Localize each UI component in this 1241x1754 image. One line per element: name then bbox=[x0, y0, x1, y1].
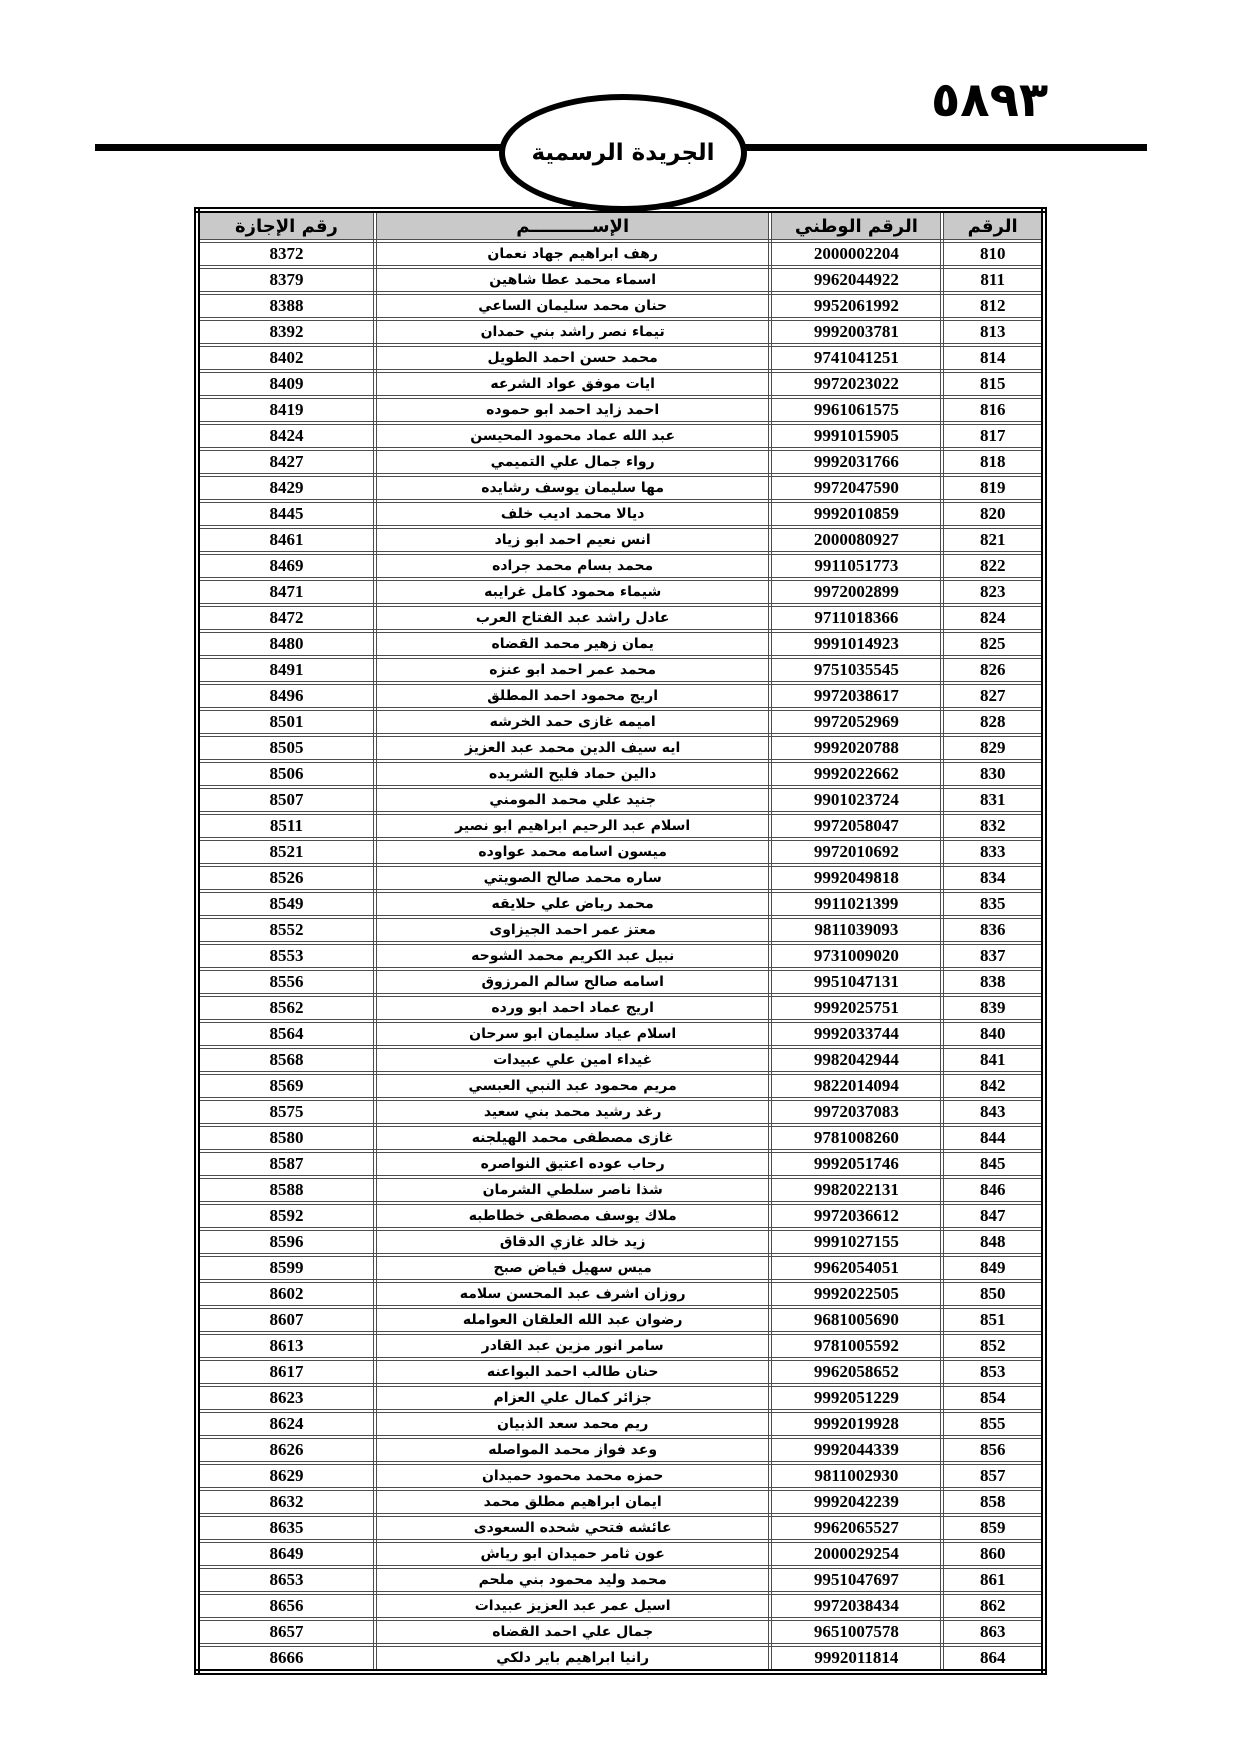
cell-index: 810 bbox=[942, 241, 1044, 267]
cell-license: 8613 bbox=[197, 1333, 375, 1359]
cell-name: ايمان ابراهيم مطلق محمد bbox=[375, 1489, 771, 1515]
table-row bbox=[197, 1619, 1044, 1645]
cell-national-id: 9972038434 bbox=[770, 1593, 942, 1619]
cell-national-id: 9972023022 bbox=[770, 371, 942, 397]
cell-index: 842 bbox=[942, 1073, 1044, 1099]
cell-name: جنيد علي محمد المومني bbox=[375, 787, 771, 813]
column-header-license: رقم الإجازة bbox=[197, 210, 375, 241]
cell-national-id: 9651007578 bbox=[770, 1619, 942, 1645]
cell-index: 812 bbox=[942, 293, 1044, 319]
cell-name: ميسون اسامه محمد عواوده bbox=[375, 839, 771, 865]
cell-name: معتز عمر احمد الجيزاوى bbox=[375, 917, 771, 943]
cell-name: اسماء محمد عطا شاهين bbox=[375, 267, 771, 293]
cell-name: حمزه محمد محمود حميدان bbox=[375, 1463, 771, 1489]
cell-name: عون ثامر حميدان ابو رياش bbox=[375, 1541, 771, 1567]
cell-index: 859 bbox=[942, 1515, 1044, 1541]
table-row bbox=[197, 1047, 1044, 1073]
table-row bbox=[197, 1437, 1044, 1463]
cell-index: 829 bbox=[942, 735, 1044, 761]
cell-name: حنان طالب احمد البواعنه bbox=[375, 1359, 771, 1385]
cell-license: 8564 bbox=[197, 1021, 375, 1047]
cell-national-id: 9991014923 bbox=[770, 631, 942, 657]
cell-index: 820 bbox=[942, 501, 1044, 527]
cell-name: جمال علي احمد القضاه bbox=[375, 1619, 771, 1645]
table-row bbox=[197, 1255, 1044, 1281]
table-row bbox=[197, 995, 1044, 1021]
cell-license: 8666 bbox=[197, 1645, 375, 1672]
table-row bbox=[197, 1229, 1044, 1255]
cell-name: محمد حسن احمد الطويل bbox=[375, 345, 771, 371]
cell-national-id: 9972002899 bbox=[770, 579, 942, 605]
cell-national-id: 9992051746 bbox=[770, 1151, 942, 1177]
cell-license: 8379 bbox=[197, 267, 375, 293]
table-row bbox=[197, 1177, 1044, 1203]
cell-index: 838 bbox=[942, 969, 1044, 995]
cell-license: 8568 bbox=[197, 1047, 375, 1073]
table-row bbox=[197, 1333, 1044, 1359]
cell-national-id: 9992031766 bbox=[770, 449, 942, 475]
cell-index: 827 bbox=[942, 683, 1044, 709]
column-header-name: الإســــــــــم bbox=[375, 210, 771, 241]
cell-index: 832 bbox=[942, 813, 1044, 839]
table-row bbox=[197, 1203, 1044, 1229]
table-row bbox=[197, 475, 1044, 501]
cell-license: 8552 bbox=[197, 917, 375, 943]
cell-national-id: 9991027155 bbox=[770, 1229, 942, 1255]
cell-national-id: 9751035545 bbox=[770, 657, 942, 683]
cell-national-id: 9972058047 bbox=[770, 813, 942, 839]
table-row bbox=[197, 1515, 1044, 1541]
table-row bbox=[197, 1073, 1044, 1099]
cell-name: شيماء محمود كامل غرايبه bbox=[375, 579, 771, 605]
cell-index: 824 bbox=[942, 605, 1044, 631]
cell-index: 836 bbox=[942, 917, 1044, 943]
cell-name: محمد رياض علي حلايقه bbox=[375, 891, 771, 917]
cell-index: 825 bbox=[942, 631, 1044, 657]
cell-index: 833 bbox=[942, 839, 1044, 865]
cell-national-id: 9911021399 bbox=[770, 891, 942, 917]
table-row bbox=[197, 1463, 1044, 1489]
cell-name: ايه سيف الدين محمد عبد العزيز bbox=[375, 735, 771, 761]
cell-index: 846 bbox=[942, 1177, 1044, 1203]
cell-index: 819 bbox=[942, 475, 1044, 501]
cell-license: 8588 bbox=[197, 1177, 375, 1203]
cell-national-id: 9952061992 bbox=[770, 293, 942, 319]
table-header-row bbox=[197, 210, 1044, 241]
cell-license: 8562 bbox=[197, 995, 375, 1021]
table-row bbox=[197, 1099, 1044, 1125]
cell-name: ملاك يوسف مصطفى خطاطبه bbox=[375, 1203, 771, 1229]
cell-name: اريج محمود احمد المطلق bbox=[375, 683, 771, 709]
cell-index: 864 bbox=[942, 1645, 1044, 1672]
cell-name: انس نعيم احمد ابو زياد bbox=[375, 527, 771, 553]
table-row bbox=[197, 1411, 1044, 1437]
cell-name: رواء جمال علي التميمي bbox=[375, 449, 771, 475]
cell-national-id: 9992003781 bbox=[770, 319, 942, 345]
cell-national-id: 2000002204 bbox=[770, 241, 942, 267]
table-row bbox=[197, 1385, 1044, 1411]
cell-national-id: 9992049818 bbox=[770, 865, 942, 891]
cell-license: 8372 bbox=[197, 241, 375, 267]
cell-national-id: 9781008260 bbox=[770, 1125, 942, 1151]
cell-index: 860 bbox=[942, 1541, 1044, 1567]
cell-license: 8469 bbox=[197, 553, 375, 579]
table-row bbox=[197, 1021, 1044, 1047]
cell-license: 8445 bbox=[197, 501, 375, 527]
cell-license: 8506 bbox=[197, 761, 375, 787]
cell-name: اسلام عياد سليمان ابو سرحان bbox=[375, 1021, 771, 1047]
cell-index: 835 bbox=[942, 891, 1044, 917]
cell-license: 8596 bbox=[197, 1229, 375, 1255]
cell-index: 828 bbox=[942, 709, 1044, 735]
cell-license: 8480 bbox=[197, 631, 375, 657]
cell-license: 8402 bbox=[197, 345, 375, 371]
cell-name: اسلام عبد الرحيم ابراهيم ابو نصير bbox=[375, 813, 771, 839]
cell-name: ديالا محمد اديب خلف bbox=[375, 501, 771, 527]
cell-index: 837 bbox=[942, 943, 1044, 969]
table-row bbox=[197, 501, 1044, 527]
table-row bbox=[197, 579, 1044, 605]
cell-license: 8505 bbox=[197, 735, 375, 761]
cell-license: 8429 bbox=[197, 475, 375, 501]
cell-name: عبد الله عماد محمود المحيسن bbox=[375, 423, 771, 449]
cell-index: 862 bbox=[942, 1593, 1044, 1619]
cell-national-id: 9992033744 bbox=[770, 1021, 942, 1047]
table-row bbox=[197, 371, 1044, 397]
cell-license: 8632 bbox=[197, 1489, 375, 1515]
cell-national-id: 9972047590 bbox=[770, 475, 942, 501]
cell-name: رغد رشيد محمد بني سعيد bbox=[375, 1099, 771, 1125]
cell-national-id: 9972036612 bbox=[770, 1203, 942, 1229]
cell-national-id: 9992044339 bbox=[770, 1437, 942, 1463]
cell-license: 8626 bbox=[197, 1437, 375, 1463]
cell-national-id: 9811002930 bbox=[770, 1463, 942, 1489]
cell-national-id: 2000029254 bbox=[770, 1541, 942, 1567]
cell-index: 852 bbox=[942, 1333, 1044, 1359]
table-row bbox=[197, 709, 1044, 735]
table-row bbox=[197, 1125, 1044, 1151]
cell-index: 855 bbox=[942, 1411, 1044, 1437]
cell-license: 8602 bbox=[197, 1281, 375, 1307]
cell-index: 834 bbox=[942, 865, 1044, 891]
cell-index: 843 bbox=[942, 1099, 1044, 1125]
cell-name: ايات موفق عواد الشرعه bbox=[375, 371, 771, 397]
cell-name: رهف ابراهيم جهاد نعمان bbox=[375, 241, 771, 267]
cell-license: 8507 bbox=[197, 787, 375, 813]
cell-license: 8592 bbox=[197, 1203, 375, 1229]
cell-license: 8635 bbox=[197, 1515, 375, 1541]
cell-license: 8599 bbox=[197, 1255, 375, 1281]
cell-index: 823 bbox=[942, 579, 1044, 605]
cell-name: روزان اشرف عبد المحسن سلامه bbox=[375, 1281, 771, 1307]
cell-national-id: 9901023724 bbox=[770, 787, 942, 813]
cell-license: 8461 bbox=[197, 527, 375, 553]
cell-national-id: 9992010859 bbox=[770, 501, 942, 527]
cell-license: 8427 bbox=[197, 449, 375, 475]
table-row bbox=[197, 735, 1044, 761]
cell-national-id: 9992051229 bbox=[770, 1385, 942, 1411]
table-row bbox=[197, 943, 1044, 969]
cell-index: 840 bbox=[942, 1021, 1044, 1047]
cell-index: 817 bbox=[942, 423, 1044, 449]
cell-national-id: 9962065527 bbox=[770, 1515, 942, 1541]
table-row bbox=[197, 1281, 1044, 1307]
cell-license: 8569 bbox=[197, 1073, 375, 1099]
cell-index: 854 bbox=[942, 1385, 1044, 1411]
cell-index: 856 bbox=[942, 1437, 1044, 1463]
cell-national-id: 9962044922 bbox=[770, 267, 942, 293]
table-row bbox=[197, 1307, 1044, 1333]
cell-index: 853 bbox=[942, 1359, 1044, 1385]
cell-national-id: 9991015905 bbox=[770, 423, 942, 449]
table-row bbox=[197, 1541, 1044, 1567]
cell-license: 8511 bbox=[197, 813, 375, 839]
cell-national-id: 9972037083 bbox=[770, 1099, 942, 1125]
cell-index: 850 bbox=[942, 1281, 1044, 1307]
cell-license: 8496 bbox=[197, 683, 375, 709]
table-row bbox=[197, 683, 1044, 709]
column-header-national-id: الرقم الوطني bbox=[770, 210, 942, 241]
cell-national-id: 9972010692 bbox=[770, 839, 942, 865]
cell-index: 841 bbox=[942, 1047, 1044, 1073]
cell-national-id: 9972052969 bbox=[770, 709, 942, 735]
table-row bbox=[197, 319, 1044, 345]
table-row bbox=[197, 631, 1044, 657]
cell-name: رحاب عوده اعتيق النواصره bbox=[375, 1151, 771, 1177]
cell-name: غيداء امين علي عبيدات bbox=[375, 1047, 771, 1073]
cell-license: 8521 bbox=[197, 839, 375, 865]
cell-index: 830 bbox=[942, 761, 1044, 787]
cell-name: زيد خالد غازي الدقاق bbox=[375, 1229, 771, 1255]
cell-name: يمان زهير محمد القضاه bbox=[375, 631, 771, 657]
cell-license: 8649 bbox=[197, 1541, 375, 1567]
cell-national-id: 9711018366 bbox=[770, 605, 942, 631]
cell-name: اميمه غازى حمد الخرشه bbox=[375, 709, 771, 735]
cell-name: ريم محمد سعد الذبيان bbox=[375, 1411, 771, 1437]
table-row bbox=[197, 1359, 1044, 1385]
cell-license: 8580 bbox=[197, 1125, 375, 1151]
cell-national-id: 9992042239 bbox=[770, 1489, 942, 1515]
cell-index: 844 bbox=[942, 1125, 1044, 1151]
cell-index: 849 bbox=[942, 1255, 1044, 1281]
cell-license: 8556 bbox=[197, 969, 375, 995]
cell-national-id: 2000080927 bbox=[770, 527, 942, 553]
cell-index: 814 bbox=[942, 345, 1044, 371]
cell-name: شذا ناصر سلطي الشرمان bbox=[375, 1177, 771, 1203]
cell-name: رضوان عبد الله العلقان العوامله bbox=[375, 1307, 771, 1333]
cell-national-id: 9982022131 bbox=[770, 1177, 942, 1203]
table-row bbox=[197, 969, 1044, 995]
table-row bbox=[197, 839, 1044, 865]
cell-index: 858 bbox=[942, 1489, 1044, 1515]
cell-license: 8419 bbox=[197, 397, 375, 423]
table-row bbox=[197, 813, 1044, 839]
cell-name: رانيا ابراهيم باير دلكي bbox=[375, 1645, 771, 1672]
cell-national-id: 9731009020 bbox=[770, 943, 942, 969]
table-row bbox=[197, 345, 1044, 371]
gazette-title-ellipse bbox=[499, 94, 747, 212]
cell-index: 818 bbox=[942, 449, 1044, 475]
cell-index: 831 bbox=[942, 787, 1044, 813]
cell-license: 8624 bbox=[197, 1411, 375, 1437]
cell-index: 861 bbox=[942, 1567, 1044, 1593]
cell-license: 8388 bbox=[197, 293, 375, 319]
cell-index: 822 bbox=[942, 553, 1044, 579]
cell-name: عائشه فتحي شحده السعودى bbox=[375, 1515, 771, 1541]
cell-name: غازى مصطفى محمد الهيلجنه bbox=[375, 1125, 771, 1151]
table-row bbox=[197, 865, 1044, 891]
cell-name: نبيل عبد الكريم محمد الشوحه bbox=[375, 943, 771, 969]
table-row bbox=[197, 761, 1044, 787]
cell-name: احمد زايد احمد ابو حموده bbox=[375, 397, 771, 423]
cell-national-id: 9741041251 bbox=[770, 345, 942, 371]
cell-license: 8617 bbox=[197, 1359, 375, 1385]
cell-national-id: 9992019928 bbox=[770, 1411, 942, 1437]
cell-license: 8392 bbox=[197, 319, 375, 345]
cell-name: اريج عماد احمد ابو ورده bbox=[375, 995, 771, 1021]
cell-name: عادل راشد عبد الفتاح العرب bbox=[375, 605, 771, 631]
table-row bbox=[197, 1645, 1044, 1672]
table-row bbox=[197, 657, 1044, 683]
cell-national-id: 9951047131 bbox=[770, 969, 942, 995]
cell-name: ساره محمد صالح الصويتي bbox=[375, 865, 771, 891]
cell-index: 848 bbox=[942, 1229, 1044, 1255]
cell-license: 8424 bbox=[197, 423, 375, 449]
cell-license: 8607 bbox=[197, 1307, 375, 1333]
table-row bbox=[197, 1151, 1044, 1177]
cell-license: 8657 bbox=[197, 1619, 375, 1645]
cell-index: 839 bbox=[942, 995, 1044, 1021]
cell-name: وعد فواز محمد المواصله bbox=[375, 1437, 771, 1463]
cell-index: 821 bbox=[942, 527, 1044, 553]
cell-national-id: 9992022662 bbox=[770, 761, 942, 787]
cell-license: 8656 bbox=[197, 1593, 375, 1619]
table-row bbox=[197, 605, 1044, 631]
cell-license: 8553 bbox=[197, 943, 375, 969]
cell-name: مريم محمود عبد النبي العبسي bbox=[375, 1073, 771, 1099]
cell-license: 8526 bbox=[197, 865, 375, 891]
page-number: ٥٨٩٣ bbox=[931, 72, 1049, 128]
table-row bbox=[197, 449, 1044, 475]
license-table bbox=[194, 207, 1047, 1675]
cell-name: حنان محمد سليمان الساعي bbox=[375, 293, 771, 319]
table-row bbox=[197, 917, 1044, 943]
cell-license: 8629 bbox=[197, 1463, 375, 1489]
cell-license: 8653 bbox=[197, 1567, 375, 1593]
cell-license: 8491 bbox=[197, 657, 375, 683]
cell-license: 8409 bbox=[197, 371, 375, 397]
table-row bbox=[197, 241, 1044, 267]
table-row bbox=[197, 423, 1044, 449]
cell-license: 8471 bbox=[197, 579, 375, 605]
cell-national-id: 9811039093 bbox=[770, 917, 942, 943]
cell-national-id: 9962058652 bbox=[770, 1359, 942, 1385]
cell-name: تيماء نصر راشد بني حمدان bbox=[375, 319, 771, 345]
table-row bbox=[197, 1593, 1044, 1619]
table-row bbox=[197, 1489, 1044, 1515]
cell-index: 816 bbox=[942, 397, 1044, 423]
column-header-index: الرقم bbox=[942, 210, 1044, 241]
cell-national-id: 9972038617 bbox=[770, 683, 942, 709]
cell-index: 811 bbox=[942, 267, 1044, 293]
cell-national-id: 9982042944 bbox=[770, 1047, 942, 1073]
cell-name: محمد عمر احمد ابو عنزه bbox=[375, 657, 771, 683]
cell-license: 8587 bbox=[197, 1151, 375, 1177]
cell-license: 8575 bbox=[197, 1099, 375, 1125]
cell-index: 851 bbox=[942, 1307, 1044, 1333]
cell-license: 8472 bbox=[197, 605, 375, 631]
table-row bbox=[197, 553, 1044, 579]
cell-index: 826 bbox=[942, 657, 1044, 683]
cell-name: اسامه صالح سالم المرزوق bbox=[375, 969, 771, 995]
cell-national-id: 9781005592 bbox=[770, 1333, 942, 1359]
gazette-title: الجريدة الرسمية bbox=[531, 140, 715, 166]
cell-name: اسيل عمر عبد العزيز عبيدات bbox=[375, 1593, 771, 1619]
table-row bbox=[197, 397, 1044, 423]
table-row bbox=[197, 293, 1044, 319]
cell-name: مها سليمان يوسف رشايده bbox=[375, 475, 771, 501]
cell-national-id: 9992022505 bbox=[770, 1281, 942, 1307]
cell-national-id: 9951047697 bbox=[770, 1567, 942, 1593]
cell-name: سامر انور مزين عبد القادر bbox=[375, 1333, 771, 1359]
cell-name: دالين حماد فليح الشريده bbox=[375, 761, 771, 787]
cell-national-id: 9992025751 bbox=[770, 995, 942, 1021]
cell-name: ميس سهيل فياض صبح bbox=[375, 1255, 771, 1281]
cell-name: محمد وليد محمود بني ملحم bbox=[375, 1567, 771, 1593]
cell-name: جزائر كمال علي العزام bbox=[375, 1385, 771, 1411]
cell-national-id: 9962054051 bbox=[770, 1255, 942, 1281]
table-row bbox=[197, 527, 1044, 553]
table-row bbox=[197, 267, 1044, 293]
table-row bbox=[197, 891, 1044, 917]
cell-index: 863 bbox=[942, 1619, 1044, 1645]
cell-national-id: 9822014094 bbox=[770, 1073, 942, 1099]
cell-license: 8549 bbox=[197, 891, 375, 917]
cell-national-id: 9992020788 bbox=[770, 735, 942, 761]
cell-index: 815 bbox=[942, 371, 1044, 397]
table-row bbox=[197, 787, 1044, 813]
cell-national-id: 9681005690 bbox=[770, 1307, 942, 1333]
cell-index: 857 bbox=[942, 1463, 1044, 1489]
cell-national-id: 9961061575 bbox=[770, 397, 942, 423]
cell-national-id: 9911051773 bbox=[770, 553, 942, 579]
cell-license: 8501 bbox=[197, 709, 375, 735]
cell-national-id: 9992011814 bbox=[770, 1645, 942, 1672]
cell-index: 847 bbox=[942, 1203, 1044, 1229]
cell-name: محمد بسام محمد جراده bbox=[375, 553, 771, 579]
cell-index: 845 bbox=[942, 1151, 1044, 1177]
table-row bbox=[197, 1567, 1044, 1593]
cell-license: 8623 bbox=[197, 1385, 375, 1411]
cell-index: 813 bbox=[942, 319, 1044, 345]
